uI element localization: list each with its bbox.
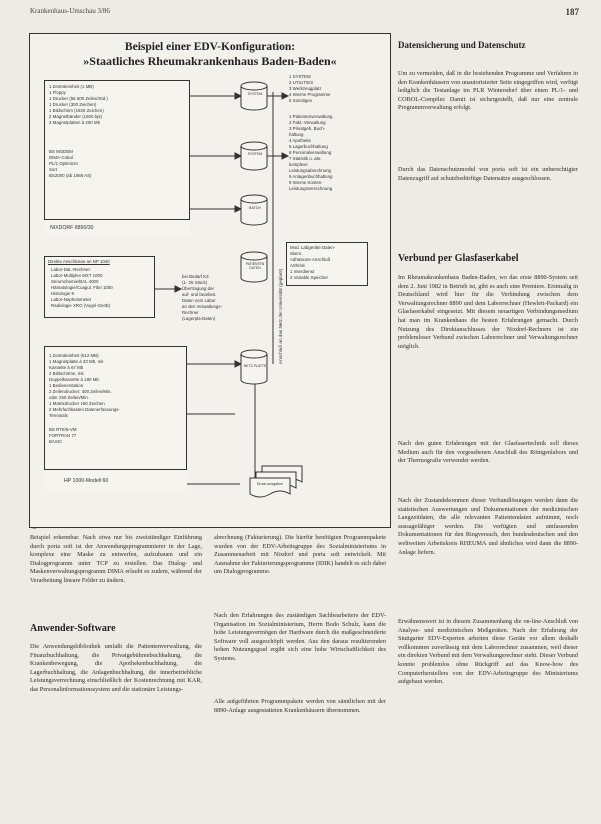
running-header: Krankenhaus-Umschau 3/86 <box>30 7 110 15</box>
program-line: 1 Patientenverwaltung <box>289 114 333 119</box>
hardware-line: 2 Magnetbänder (1600 bpi) <box>49 114 102 119</box>
page-number: 187 <box>565 7 579 17</box>
note-line: Übertragung der <box>182 286 214 291</box>
nixdorf-model: NIXDORF 8890/30 <box>50 225 94 231</box>
note-line: bei Bedarf K3 <box>182 274 209 279</box>
side-para-2: Durch das Datenschutzmodul von porta soft ist ein unberechtigter Datenzugriff auf schutzbedürftige Datensätze ausgeschlossen. <box>398 166 578 182</box>
program-line: haltung <box>289 132 304 137</box>
connection-line: Serumchemie/BAL 4000 <box>51 279 99 284</box>
hardware-line: 1 Zentraleinheit (1 MB) <box>49 84 94 89</box>
disk-label: PATIENTEN DATEN <box>245 262 265 270</box>
software-line: BS RTE/6-VM <box>49 427 77 432</box>
side-para-3: Im Rheumakrankenhaus Baden-Baden, wo das erste 8890-System seit dem 2. Juni 1982 in Betrieb ist, gibt es auch eine Premiere. Erstmalig in Deutschland wird hier für die Verbindung zwischen dem Verwaltungsrechner 8890 und dem Laborrechner (Hewlett-Packard) ein Glasfaserkabel eingesetzt. Mit diesem neuartigen Verbindungsmedium hat man im Krankenhaus die besten Erfahrungen gemacht. Durch Nutzung des Direktanschlusses der Nixdorf-Rechners ist ein problemloser Verbund zwischen Laborrechner und Verwaltungsrechner möglich. <box>398 274 578 350</box>
hp-hardware-list <box>49 353 120 419</box>
nixdorf-software-list <box>49 149 91 179</box>
lab-device-line: Adhäsions-Anschluß <box>290 257 331 262</box>
heading-datensicherung: Datensicherung und Datenschutz <box>398 40 526 50</box>
software-line: PL/1 Optimizer <box>49 161 79 166</box>
program-line: 5 Lagerbuchhaltung <box>289 144 328 149</box>
system-programs-list <box>289 74 331 104</box>
hardware-line: 2 Zeilendrucker: 400 Zeilen/Min. <box>49 389 112 394</box>
program-line: 5 Sonstiges <box>289 98 312 103</box>
hardware-line: oder 250 Zeilen/Min. <box>49 395 90 400</box>
program-line: 3 Privatgeb. Buch- <box>289 126 326 131</box>
configuration-figure <box>29 33 391 528</box>
figure-title: Beispiel einer EDV-Konfiguration: <box>124 41 296 53</box>
note-line: Daten vom Labor <box>182 298 216 303</box>
middle-para-2: Die Anwendungsbibliothek umfaßt die Patientenverwaltung, die Finanzbuchhaltung, die Privatgebührenbuchhaltung, die Krankenbewegung, die Apothekenbuchhaltung, die Lagerbuchhaltung, die Anlagenbuchhaltung, die innerbetriebliche Leistungsverrechnung einschließlich der Kostenrechnung mit KAR, das Personalinformationssystem und die stationäre Leistungs- <box>30 643 202 693</box>
note-line: auf- und bearbeit. <box>182 292 217 297</box>
program-line: 8 Anlagenbuchhaltung <box>289 174 333 179</box>
software-line: Sort <box>49 167 58 172</box>
program-line: 7 Statistik u. abr. <box>289 156 322 161</box>
connection-line: Radiologie XRO (Vogel-Gerät) <box>51 303 111 308</box>
program-line: 9 Interne Kosten- <box>289 180 323 185</box>
program-line: 1 SYSTEM <box>289 74 311 79</box>
figure-subtitle: »Staatliches Rheumakrankenhaus Baden-Baden« <box>83 54 337 68</box>
connection-line: Labor-Dat.-Rechner: <box>51 267 92 272</box>
direct-connections-title: Direkte Anschlüsse an NP 1040 <box>48 259 110 264</box>
software-line: DIMA-Cobol <box>49 155 73 160</box>
hardware-line: 1 Matrixdrucker 180 Zeichen <box>49 401 105 406</box>
program-line: 2 Fakt.-Verwaltung <box>289 120 326 125</box>
right-para-3: Alle aufgeführten Programmpakete werden von sämtlichen mit der 8890-Anlage ausgestatteten Krankenhäusern übernommen. <box>214 698 386 714</box>
hardware-line: 1 Drucker (56 500 Zeilen/Std.) <box>49 96 108 101</box>
program-line: 2 UTILITIES <box>289 80 314 85</box>
output-label: Druck-ausgaben <box>256 482 284 486</box>
right-para-2: Nach den Erfahrungen des zuständigen Sachbearbeiters der EDV-Organisation im Sozialministerium, Herrn Bodo Schulz, kann die hohe Leistungsvermögen der Hardware durch die maßgeschneiderte Software voll ausgeschöpft werden. Aus den daraus resultierenden hohen Nutzungsgrad ergibt sich eine hohe Wirtschaftlichkeit des Systems. <box>214 612 386 662</box>
disk-label: SYSTEM <box>247 152 263 156</box>
note-line: (1- 25 Stück) <box>182 280 208 285</box>
program-line: Leistungsverrechnung <box>289 186 333 191</box>
nixdorf-box <box>44 80 190 236</box>
note-line: (Lagerpla-Daten) <box>182 316 216 321</box>
program-line: komplexe <box>289 162 308 167</box>
software-line: FORTRAN 77 <box>49 433 77 438</box>
software-line: BASIC <box>49 439 63 444</box>
hp-model: HP 1000-Modell 60 <box>64 478 109 484</box>
connection-line: Hämatologie/Coagul. Fibri 1000 <box>51 285 113 290</box>
hp-footer <box>44 469 187 492</box>
direct-connections-box <box>44 256 155 318</box>
disk-label: NETZ-PLATTE <box>243 364 267 368</box>
heading-glasfaserkabel: Verbund per Glasfaserkabel <box>398 253 519 264</box>
right-para-1: abrechnung (Fakturierung). Die hierfür benötigten Programmpakete wurden von der EDV-Arbeitsgruppe des Sozialministeriums in Zusammenarbeit mit Nixdorf und porta soft entwickelt. Mit Ausnahme der Fakturierungsprogramme (IDIK) handelt es sich dabei um Dialogprogramme. <box>214 534 386 576</box>
hardware-line: 2 Mehrfachkasten Datenerfassungs- <box>49 407 120 412</box>
hardware-line: 3 Magnetplatten à 200 Mb <box>49 120 101 125</box>
program-line: Leistungsabrechnung <box>289 168 331 173</box>
program-line: 6 Personalverwaltung <box>289 150 332 155</box>
connection-line: Labor-Multiplex MXT 1000 <box>51 273 103 278</box>
program-line: 4 Apotheke <box>289 138 311 143</box>
hardware-line: 1 Drucker (300 Zeichen) <box>49 102 97 107</box>
transfer-note <box>182 274 222 322</box>
side-para-1: Um zu vermeiden, daß in die bestehenden Programme und Verfahren in den Krankenhäusern von unautorisierter Seite eingegriffen wird, verfügt lediglich die Testanlage im PLR Wintersdorf über einen PL/1- und COBOL-Compiler. Damit ist sichergestellt, daß nur eine zentrale Programmverwaltung erfolgt. <box>398 70 578 112</box>
nixdorf-footer <box>44 219 190 236</box>
note-line: Rechner <box>182 310 199 315</box>
program-line: 4 Interne Programme <box>289 92 331 97</box>
network-label: Anschluß an das Netz der Universität (geplant) <box>278 268 283 364</box>
middle-para-1: Beispiel erkennbar. Nach etwa nur bis zweistündiger Einführung durch porta soft ist der Anwendungsprogrammierer in der Lage, komplexe eine Maske zu entwerfen, aufzubauen und ein Dialogprogramm unter TCP zu erstellen. Das Dialog- und Maskenverwaltungsprogramm DIMA erlaubt es zudem, während der Verarbeitung lineare Felder zu ändern. <box>30 534 202 584</box>
disk-label: SYSTEM <box>247 92 263 96</box>
lab-device-line: Arthritis <box>290 263 305 268</box>
software-line: BS MODEM <box>49 149 73 154</box>
hardware-line: 2 Bildschirme, mit <box>49 371 84 376</box>
nixdorf-hardware-list <box>49 84 108 126</box>
disk-label: BATCH <box>249 206 261 210</box>
hardware-line: 1 Zentraleinheit (512 MB) <box>49 353 99 358</box>
program-line: 3 Werkzeugplatz <box>289 86 322 91</box>
hardware-line: 1 Magnetplatte à 33 Mb, mit <box>49 359 104 364</box>
hp-software-list <box>49 427 77 445</box>
side-para-4: Nach den guten Erfahrungen mit der Glasfasertechnik soll dieses Medium auch für den vorgesehenen Anschluß des Röntgenlabors und der Thermografie verwendet werden. <box>398 440 578 465</box>
side-para-5: Nach der Zustandekommen dieser Verbundlösungen werden dann die statistischen Auswertungen und Dokumentationen der medizinischen Langzeitdaten, die alle relevanten Patientendaten aufnimmt, noch aussagefähiger werden. Die verfügten und umfassenden Dokumentationen für den Ringversuch, den bundesdeutschen und den weltweiten Arbeitskreis RHEUMA und ähnliches wird dann die 8890-Anlage liefern. <box>398 497 578 556</box>
heading-anwender-software: Anwender-Software <box>30 623 116 634</box>
connection-line: Labor-Nephelometer <box>51 297 92 302</box>
hp-box <box>44 346 187 492</box>
hardware-line: 1 Floppy <box>49 90 66 95</box>
lab-device-line: Mod. Labgeräte Daten- <box>290 245 336 250</box>
hardware-line: 1 Bedienerstation <box>49 383 84 388</box>
hardware-line: Terminals <box>49 413 68 418</box>
lab-device-line: 1 Interdienst <box>290 269 315 274</box>
lab-device-line: übern. <box>290 251 303 256</box>
hardware-line: 1 Bildschirm (1920 Zeichen) <box>49 108 104 113</box>
hardware-line: Kassette à 67 Mb <box>49 365 84 370</box>
lab-devices-box <box>286 242 368 286</box>
lab-device-line: 2 Variable Speicher <box>290 275 328 280</box>
software-line: BS2000 (ab 1986 AS) <box>49 173 92 178</box>
application-programs-list <box>289 114 332 192</box>
side-para-6: Erwähnenswert ist in diesem Zusammenhang die on-line-Anschluß von Analyse- und medizinischen Meßgeräten. Nach der Erfahrung der Stuttgarter EDV-Experten arbeiten diese Geräte vor allem deshalb vollkommen zuverlässig mit dem Laborrechner zusammen, weil dieser ein direkten Verbund mit dem Verwaltungsrechner steht. Dieser Verbund konnte problemlos ohne Rückgriff auf das Know-how des Computerherstellers von der EDV-Arbeitsgruppe des Ministeriums aufgebaut werden. <box>398 618 578 686</box>
hardware-line: Doppelkassette à 180 Mb <box>49 377 99 382</box>
connection-line: Histologie 8 <box>51 291 74 296</box>
note-line: an den Verwaltungs- <box>182 304 223 309</box>
